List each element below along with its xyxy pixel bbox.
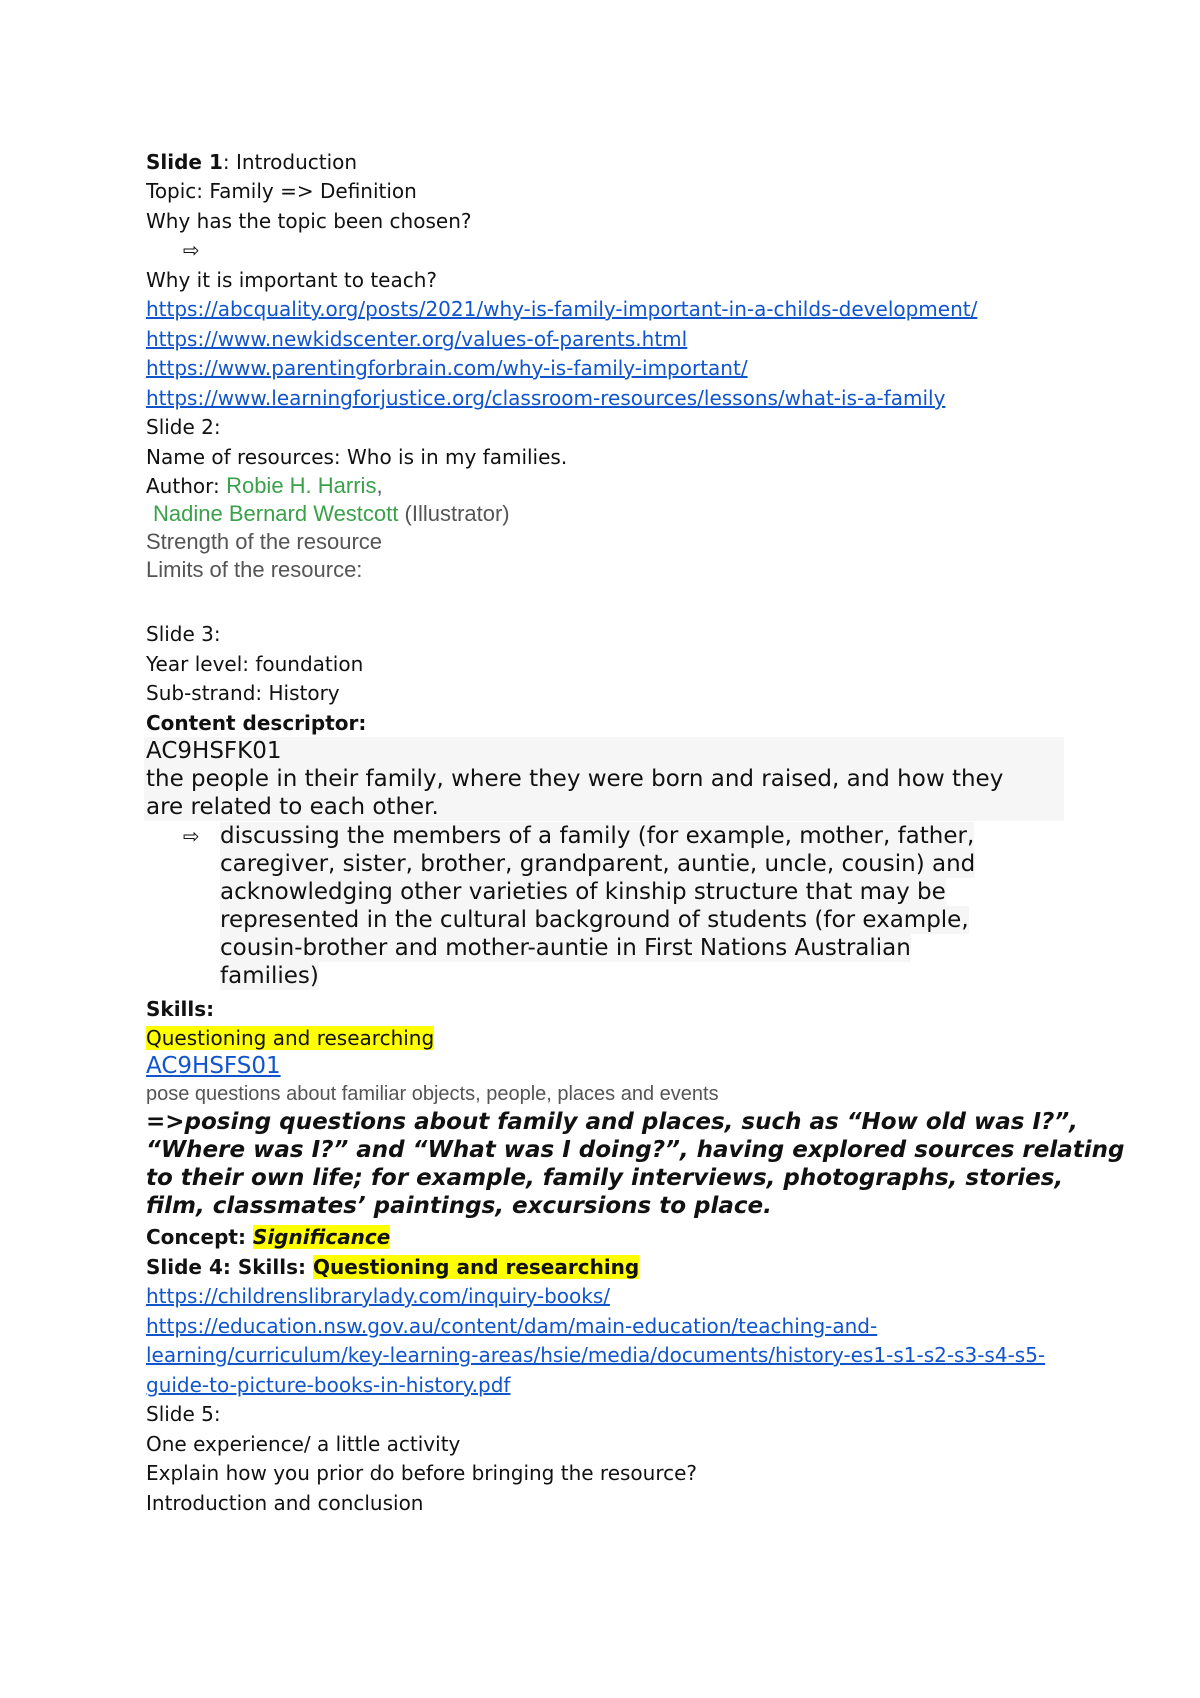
slide4-heading <box>146 1253 639 1281</box>
link-education-nsw-line-1[interactable]: https://education.nsw.gov.au/content/dam/main-education/teaching-and- <box>146 1314 878 1338</box>
concept-label: Concept: <box>146 1225 253 1249</box>
elaboration-line-2: caregiver, sister, brother, grandparent, auntie, uncle, cousin) and <box>220 851 976 877</box>
descriptor-code: AC9HSFK01 <box>146 738 282 764</box>
author-label: Author: <box>146 474 227 498</box>
slide1-title: : Introduction <box>222 150 358 174</box>
elaboration-line-6: families) <box>220 963 319 989</box>
link-newkidscenter[interactable]: https://www.newkidscenter.org/values-of-parents.html <box>146 327 688 351</box>
slide2-strength: Strength of the resource <box>146 529 383 554</box>
slide2-illustrator <box>146 500 510 528</box>
skill-elaboration-line-3: to their own life; for example, family interviews, photographs, stories, <box>146 1165 1064 1191</box>
slide1-label: Slide 1 <box>146 150 223 174</box>
slide1-heading <box>146 148 357 176</box>
slide5-line-3: Introduction and conclusion <box>146 1491 424 1515</box>
link-abcquality[interactable]: https://abcquality.org/posts/2021/why-is-family-important-in-a-childs-development/ <box>146 297 978 321</box>
skills-label: Skills: <box>146 997 215 1021</box>
slide2-author <box>146 472 383 500</box>
slide2-heading: Slide 2: <box>146 415 221 439</box>
link-education-nsw-line-3[interactable]: guide-to-picture-books-in-history.pdf <box>146 1373 511 1397</box>
illustrator-label: (Illustrator) <box>398 501 510 526</box>
link-parentingforbrain[interactable]: https://www.parentingforbrain.com/why-is-family-important/ <box>146 356 748 380</box>
slide5-heading: Slide 5: <box>146 1402 221 1426</box>
slide2-resource-name: Name of resources: Who is in my families. <box>146 445 568 469</box>
skill-description: pose questions about familiar objects, people, places and events <box>146 1083 719 1105</box>
link-learningforjustice[interactable]: https://www.learningforjustice.org/classroom-resources/lessons/what-is-a-family <box>146 386 946 410</box>
slide1-why-chosen: Why has the topic been chosen? <box>146 209 472 233</box>
arrow-icon: ⇨ <box>183 824 200 848</box>
slide3-year-level: Year level: foundation <box>146 652 364 676</box>
arrow-icon: ⇨ <box>183 238 200 262</box>
slide3-sub-strand: Sub-strand: History <box>146 681 340 705</box>
slide3-heading: Slide 3: <box>146 622 221 646</box>
elaboration-line-1: discussing the members of a family (for example, mother, father, <box>220 823 975 849</box>
descriptor-line-1: the people in their family, where they were born and raised, and how they <box>146 766 1004 792</box>
skill-name-highlight: Questioning and researching <box>146 1026 435 1050</box>
skill-elaboration-line-4: film, classmates’ paintings, excursions to place. <box>146 1193 772 1219</box>
skill-name-row <box>146 1024 434 1052</box>
skill-elaboration-line-1: =>posing questions about family and places, such as “How old was I?”, <box>146 1109 1078 1135</box>
link-education-nsw-line-2[interactable]: learning/curriculum/key-learning-areas/hsie/media/documents/history-es1-s1-s2-s3-s4-s5- <box>146 1343 1046 1367</box>
descriptor-line-2: are related to each other. <box>146 794 439 820</box>
slide2-limits: Limits of the resource: <box>146 557 363 582</box>
concept-value-highlight: Significance <box>252 1225 391 1249</box>
skill-code-link[interactable]: AC9HSFS01 <box>146 1053 281 1079</box>
skill-elaboration-line-2: “Where was I?” and “What was I doing?”, having explored sources relating <box>146 1137 1125 1163</box>
slide4-skill-highlight: Questioning and researching <box>312 1255 640 1279</box>
slide1-why-important: Why it is important to teach? <box>146 268 438 292</box>
slide4-title: Slide 4: Skills: <box>146 1255 313 1279</box>
slide5-line-1: One experience/ a little activity <box>146 1432 461 1456</box>
elaboration-line-5: cousin-brother and mother-auntie in First Nations Australian <box>220 935 911 961</box>
author-comma: , <box>376 473 383 498</box>
slide1-topic: Topic: Family => Definition <box>146 179 417 203</box>
slide3-content-descriptor-label: Content descriptor: <box>146 711 367 735</box>
elaboration-line-4: represented in the cultural background of students (for example, <box>220 907 969 933</box>
illustrator-name-link[interactable]: Nadine Bernard Westcott <box>153 501 399 526</box>
link-childrenslibrarylady[interactable]: https://childrenslibrarylady.com/inquiry-books/ <box>146 1284 610 1308</box>
slide5-line-2: Explain how you prior do before bringing the resource? <box>146 1461 698 1485</box>
elaboration-line-3: acknowledging other varieties of kinship structure that may be <box>220 879 946 905</box>
concept-row <box>146 1223 390 1251</box>
author-name-link[interactable]: Robie H. Harris <box>226 473 377 498</box>
